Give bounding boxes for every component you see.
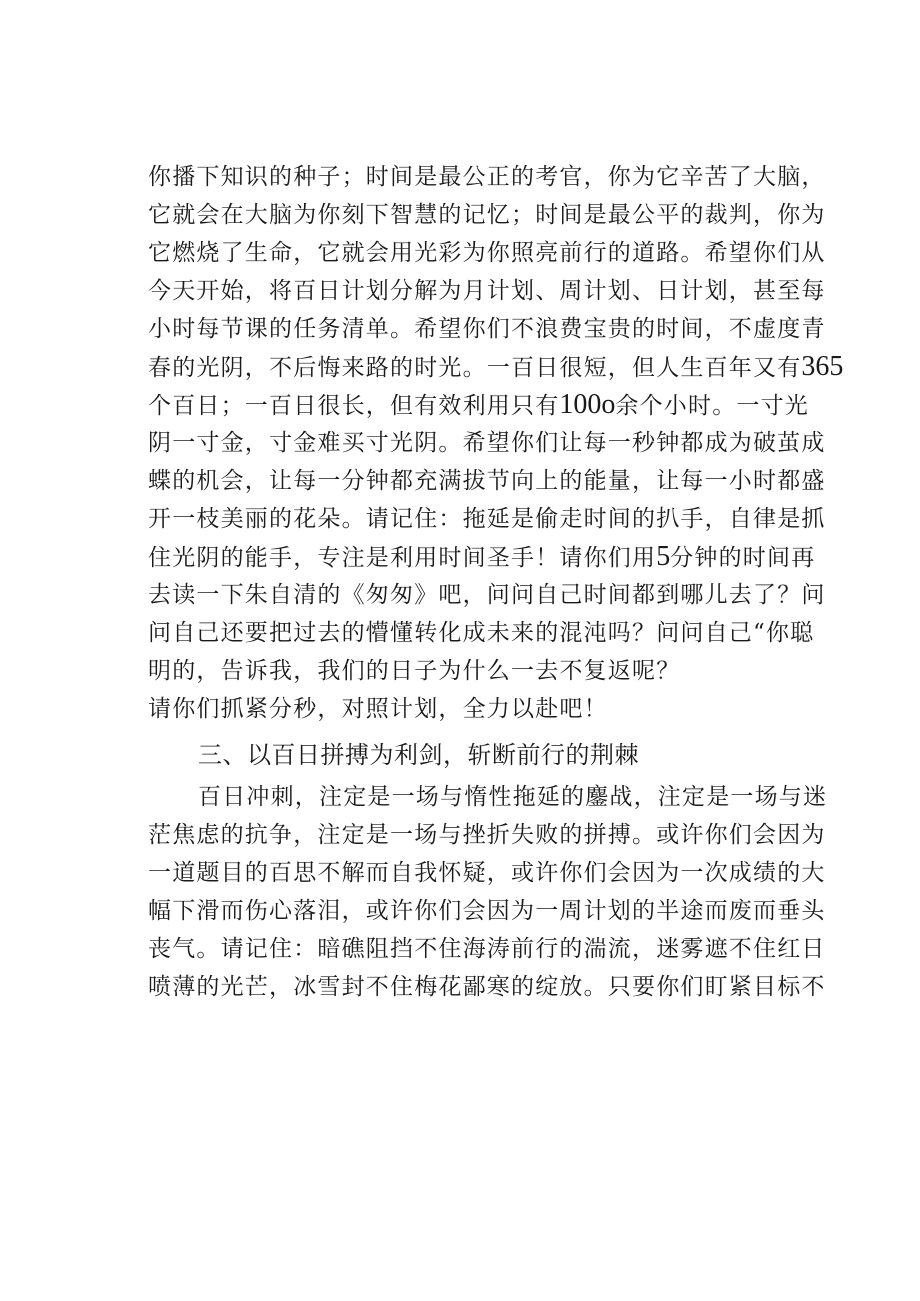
text-line: 幅下滑而伤心落泪，或许你们会因为一周计划的半途而废而垂头 [148,898,826,924]
text-line: 阴一寸金，寸金难买寸光阴。希望你们让每一秒钟都成为破茧成 [148,430,826,456]
number-5: 5 [656,541,671,572]
text-segment: 春的光阴，不后悔来路的时光。一百日很短，但人生百年又有 [148,355,802,381]
text-line: 小时每节课的任务清单。希望你们不浪费宝贵的时间，不虚度青 [148,316,826,342]
text-line: 今天开始，将百日计划分解为月计划、周计划、日计划，甚至每 [148,278,826,304]
text-line: 蝶的机会，让每一分钟都充满拔节向上的能量，让每一小时都盛 [148,468,826,494]
text-line: 明的，告诉我，我们的日子为什么一去不复返呢？ [148,658,681,684]
text-line: 它燃烧了生命，它就会用光彩为你照亮前行的道路。希望你们从 [148,240,826,266]
text-line: 去读一下朱自清的《匆匆》吧，问问自己时间都到哪儿去了？问 [148,582,826,608]
text-line [148,386,808,424]
text-line: 它就会在大脑为你刻下智慧的记忆；时间是最公平的裁判，你为 [148,202,826,228]
text-segment: 分钟的时间再 [670,545,816,571]
text-line: 请你们抓紧分秒，对照计划，全力以赴吧！ [148,696,608,722]
text-segment: 个百日；一百日很长，但有效利用只有 [148,393,560,419]
text-line: 喷薄的光芒，冰雪封不住梅花鄙寒的绽放。只要你们盯紧目标不 [148,974,826,1000]
text-segment: 余个小时。一寸光 [615,393,810,419]
text-segment: 住光阴的能手，专注是利用时间圣手！请你们用 [148,545,657,571]
number-365: 365 [801,351,844,382]
text-line: 问自己还要把过去的懵懂转化成未来的混沌吗？问问自己“你聪 [148,620,815,646]
text-line: 你播下知识的种子；时间是最公正的考官，你为它辛苦了大脑， [148,164,826,190]
text-line: 一道题目的百思不解而自我怀疑，或许你们会因为一次成绩的大 [148,860,826,886]
text-line [148,538,816,576]
text-line: 丧气。请记住：暗礁阻挡不住海涛前行的湍流，迷雾遮不住红日 [148,936,826,962]
text-line: 茫焦虑的抗争，注定是一场与挫折失败的拼搏。或许你们会因为 [148,822,826,848]
text-line [148,348,844,386]
text-line: 开一枝美丽的花朵。请记住：拖延是偷走时间的扒手，自律是抓 [148,506,826,532]
text-line: 百日冲刺，注定是一场与惰性拖延的鏖战，注定是一场与迷 [198,784,828,810]
section-heading: 三、以百日拼搏为利剑，斩断前行的荆棘 [198,741,639,769]
number-100o: 100o [559,389,616,420]
document-page [148,158,844,1006]
